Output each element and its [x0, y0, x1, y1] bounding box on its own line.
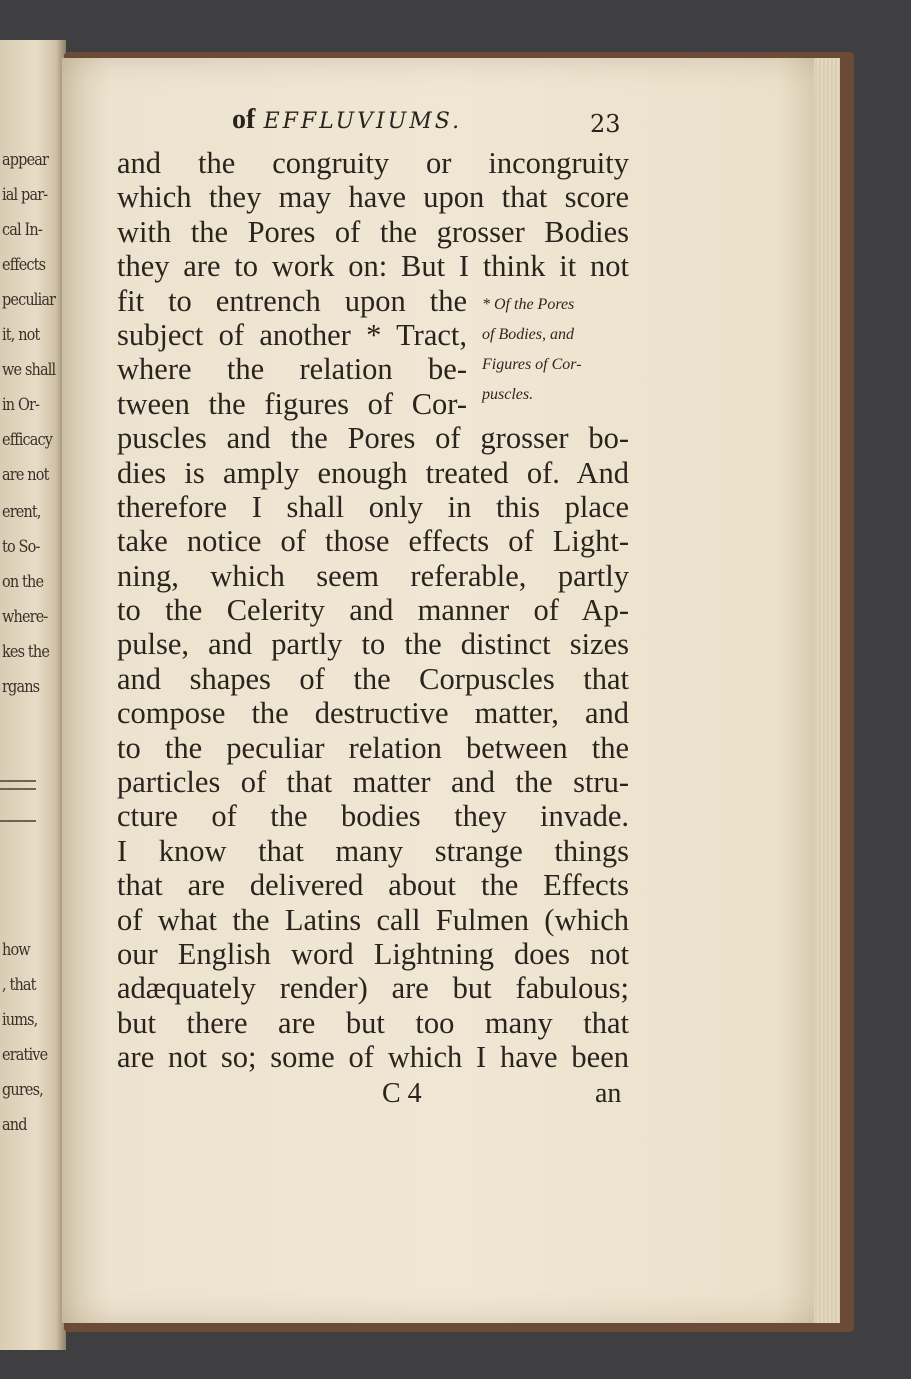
page [62, 58, 840, 1323]
running-title-word: EFFLUVIUMS. [263, 109, 463, 134]
left-page-rule [0, 820, 36, 822]
text-line: and shapes of the Corpuscles that [117, 661, 629, 696]
running-title-of: of [232, 104, 256, 135]
body-text [117, 146, 629, 1075]
left-page-rule [0, 788, 36, 790]
text-line: and the congruity or incongruity [117, 146, 629, 180]
left-page-fragment: gures, [2, 1080, 43, 1100]
text-line: I know that many strange things [117, 833, 629, 868]
left-page-fragment: how [2, 940, 30, 960]
left-page-fragment: in Or- [2, 395, 40, 415]
left-page-rule [0, 780, 36, 782]
left-page-fragment: are not [2, 465, 49, 485]
left-page-fragment: , that [2, 975, 36, 995]
text-line: to the Celerity and manner of Ap- [117, 593, 629, 628]
text-line: adæquately render) are but fabulous; [117, 971, 629, 1006]
text-line: dies is amply enough treated of. And [117, 455, 629, 490]
left-page-fragment: rgans [2, 677, 40, 697]
text-line: cture of the bodies they invade. [117, 799, 629, 834]
margin-note-line: * Of the Pores [482, 296, 575, 313]
text-line: fit to entrench upon the [117, 283, 467, 318]
left-page-fragment: ial par- [2, 185, 48, 205]
text-line: tween the figures of Cor- [117, 386, 467, 421]
page-edge [814, 58, 840, 1323]
margin-note-line: puscles. [482, 386, 534, 403]
left-page-fragment: to So- [2, 537, 40, 557]
margin-note [482, 290, 632, 410]
left-page-fragment: effects [2, 255, 46, 275]
running-header [62, 102, 840, 142]
signature-mark: C 4 [382, 1078, 422, 1109]
left-page-fragment: it, not [2, 325, 40, 345]
margin-note-line: of Bodies, and [482, 326, 574, 343]
left-page-fragment: peculiar [2, 290, 56, 310]
left-page-fragment: erent, [2, 502, 41, 522]
text-line: but there are but too many that [117, 1005, 629, 1040]
text-line: compose the destructive matter, and [117, 696, 629, 731]
left-page-fragment: efficacy [2, 430, 53, 450]
catchword: an [595, 1078, 622, 1109]
left-page-fragment: cal In- [2, 220, 42, 240]
left-page-fragment: where- [2, 607, 48, 627]
text-line: pulse, and partly to the distinct sizes [117, 627, 629, 662]
left-page-fragment: on the [2, 572, 44, 592]
text-line: that are delivered about the Effects [117, 868, 629, 903]
left-page-fragment: erative [2, 1045, 48, 1065]
text-line: with the Pores of the grosser Bodies [117, 214, 629, 249]
text-line: subject of another * Tract, [117, 317, 467, 352]
text-line: which they may have upon that score [117, 180, 629, 215]
text-line: ning, which seem referable, partly [117, 558, 629, 593]
left-page-fragment: and [2, 1115, 27, 1135]
left-page-fragment: we shall [2, 360, 56, 380]
left-page-fragment: appear [2, 150, 49, 170]
text-line: where the relation be- [117, 352, 467, 387]
text-line: our English word Lightning does not [117, 936, 629, 971]
text-line: take notice of those effects of Light- [117, 524, 629, 559]
margin-note-line: Figures of Cor- [482, 356, 582, 373]
page-number: 23 [590, 110, 621, 138]
text-line: they are to work on: But I think it not [117, 249, 629, 284]
text-line: therefore I shall only in this place [117, 489, 629, 524]
text-line: to the peculiar relation between the [117, 730, 629, 765]
text-line: are not so; some of which I have been [117, 1040, 629, 1075]
text-line: puscles and the Pores of grosser bo- [117, 421, 629, 456]
left-page-fragment: iums, [2, 1010, 38, 1030]
text-line: particles of that matter and the stru- [117, 765, 629, 800]
page-footer [62, 1078, 840, 1114]
left-page-fragment: kes the [2, 642, 50, 662]
running-title [232, 104, 462, 136]
text-line: of what the Latins call Fulmen (which [117, 902, 629, 937]
left-facing-page [0, 40, 66, 1350]
